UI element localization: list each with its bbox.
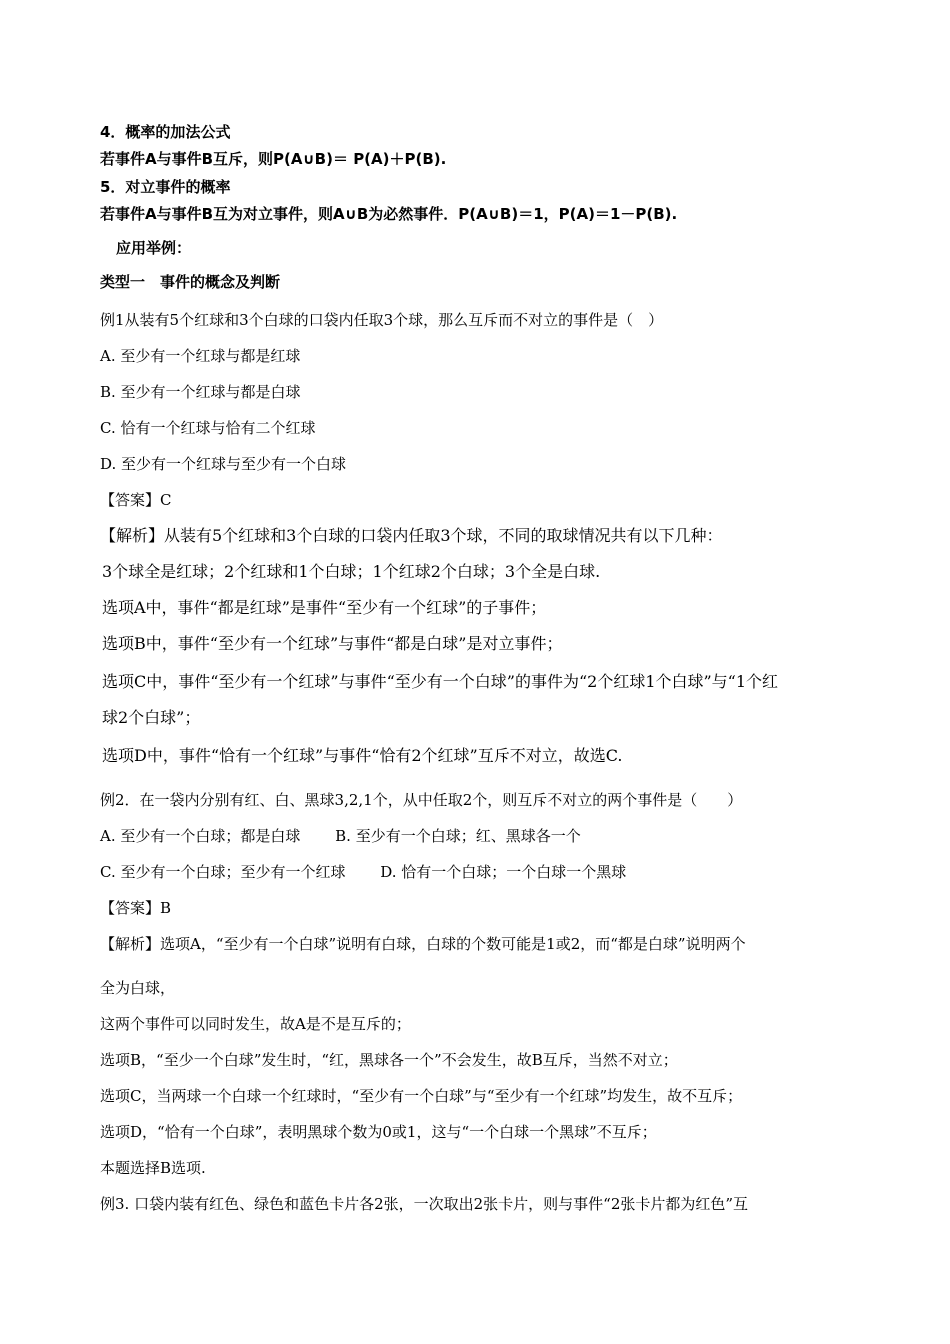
- example2-analysis-line: 这两个事件可以同时发生，故A是不是互斥的；: [100, 1015, 411, 1033]
- example1-analysis-line: 选项D中，事件“恰有一个红球”与事件“恰有2个红球”互斥不对立，故选C.: [102, 746, 623, 765]
- example1-analysis-line: 选项A中，事件“都是红球”是事件“至少有一个红球”的子事件；: [102, 598, 547, 617]
- example2-analysis-line: 选项D，“恰有一个白球”，表明黑球个数为0或1，这与“一个白球一个黑球”不互斥；: [100, 1123, 657, 1141]
- example2-answer: 【答案】B: [100, 899, 172, 917]
- example2-analysis-line: 本题选择B选项.: [100, 1159, 206, 1177]
- example2-options-row1: A. 至少有一个白球；都是白球 B. 至少有一个白球；红、黑球各一个: [100, 827, 581, 845]
- example2-analysis-line: 【解析】选项A，“至少有一个白球”说明有白球，白球的个数可能是1或2，而“都是白球”说明两个: [100, 935, 746, 953]
- section5-heading: 5．对立事件的概率: [100, 178, 231, 196]
- applications-heading: 应用举例：: [116, 239, 192, 257]
- example1-analysis-line: 【解析】从装有5个红球和3个白球的口袋内任取3个球，不同的取球情况共有以下几种：: [100, 526, 723, 545]
- example2-options-row2: C. 至少有一个白球；至少有一个红球 D. 恰有一个白球；一个白球一个黑球: [100, 863, 627, 881]
- example1-analysis-line: 球2个白球”；: [102, 708, 201, 727]
- example1-option-b: B. 至少有一个红球与都是白球: [100, 383, 301, 401]
- example1-analysis-line: 3个球全是红球；2个红球和1个白球；1个红球2个白球；3个全是白球.: [102, 562, 601, 581]
- example2-analysis-line: 选项C，当两球一个白球一个红球时，“至少有一个白球”与“至少有一个红球”均发生，故不互斥；: [100, 1087, 743, 1105]
- example2-analysis-line: 选项B，“至少一个白球”发生时，“红，黑球各一个”不会发生，故B互斥，当然不对立；: [100, 1051, 678, 1069]
- example1-option-d: D. 至少有一个红球与至少有一个白球: [100, 455, 347, 473]
- type1-heading: 类型一 事件的概念及判断: [100, 273, 281, 291]
- example1-option-a: A. 至少有一个红球与都是红球: [100, 347, 301, 365]
- example2-question: 例2．在一袋内分别有红、白、黑球3,2,1个，从中任取2个，则互斥不对立的两个事件是（ ）: [100, 791, 743, 809]
- example1-analysis-line: 选项C中，事件“至少有一个红球”与事件“至少有一个白球”的事件为“2个红球1个白球”与“1个红: [102, 672, 779, 691]
- example1-answer: 【答案】C: [100, 491, 172, 509]
- example1-question: 例1从装有5个红球和3个白球的口袋内任取3个球，那么互斥而不对立的事件是（ ）: [100, 311, 664, 329]
- example1-analysis-line: 选项B中，事件“至少有一个红球”与事件“都是白球”是对立事件；: [102, 634, 563, 653]
- example2-analysis-line: 全为白球，: [100, 979, 176, 997]
- section5-text: 若事件A与事件B互为对立事件，则A∪B为必然事件．P(A∪B)＝1，P(A)＝1－P(B).: [100, 205, 678, 223]
- section4-heading: 4．概率的加法公式: [100, 123, 231, 141]
- example3-question: 例3. 口袋内装有红色、绿色和蓝色卡片各2张，一次取出2张卡片，则与事件“2张卡片都为红色”互: [100, 1195, 749, 1213]
- section4-text: 若事件A与事件B互斥，则P(A∪B)＝ P(A)＋P(B).: [100, 150, 447, 168]
- example1-option-c: C. 恰有一个红球与恰有二个红球: [100, 419, 316, 437]
